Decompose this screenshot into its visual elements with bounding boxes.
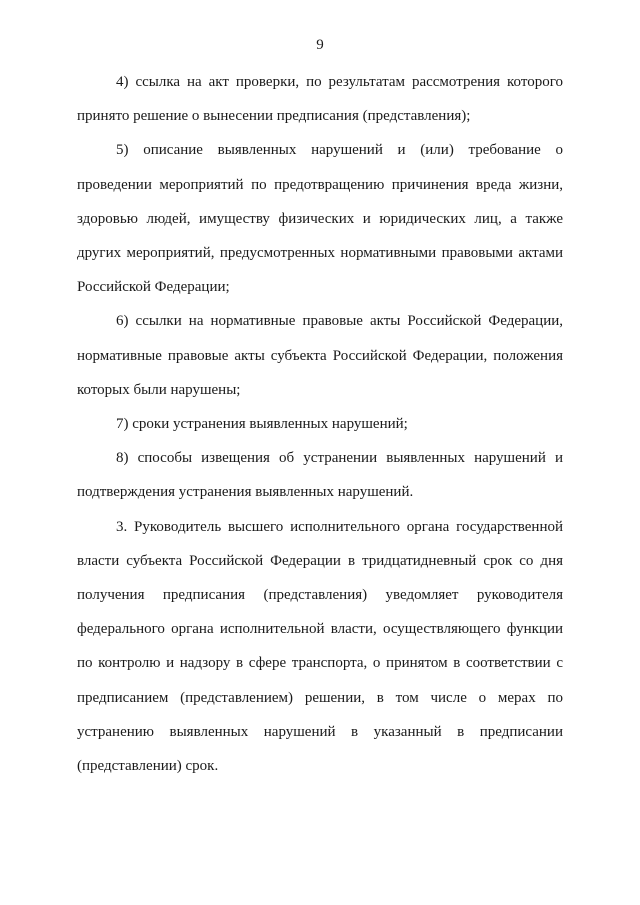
paragraph-item-6: 6) ссылки на нормативные правовые акты Российской Федерации, нормативные правовые акты субъекта Российской Федерации, положения которых были нарушены;	[77, 313, 563, 398]
document-body	[77, 65, 563, 783]
paragraph-item-8: 8) способы извещения об устранении выявленных нарушений и подтверждения устранения выявленных нарушений.	[77, 450, 563, 501]
paragraph-item-7: 7) сроки устранения выявленных нарушений;	[116, 416, 408, 433]
paragraph-item-4: 4) ссылка на акт проверки, по результатам рассмотрения которого принято решение о вынесении предписания (представления);	[77, 74, 563, 125]
page-number: 9	[316, 37, 324, 53]
paragraph-item-5: 5) описание выявленных нарушений и (или) требование о проведении мероприятий по предотвращению причинения вреда жизни, здоровью людей, имуществу физических и юридических лиц, а также других мероприятий, предусмотренных нормативными правовыми актами Российской Федерации;	[77, 142, 563, 296]
paragraph-section-3: 3. Руководитель высшего исполнительного органа государственной власти субъекта Российской Федерации в тридцатидневный срок со дня получения предписания (представления) уведомляет руководителя федерального органа исполнительной власти, осуществляющего функции по контролю и надзору в сфере транспорта, о принятом в соответствии с предписанием (представлением) решении, в том числе о мерах по устранению выявленных нарушений в указанный в предписании (представлении) срок.	[77, 518, 563, 775]
